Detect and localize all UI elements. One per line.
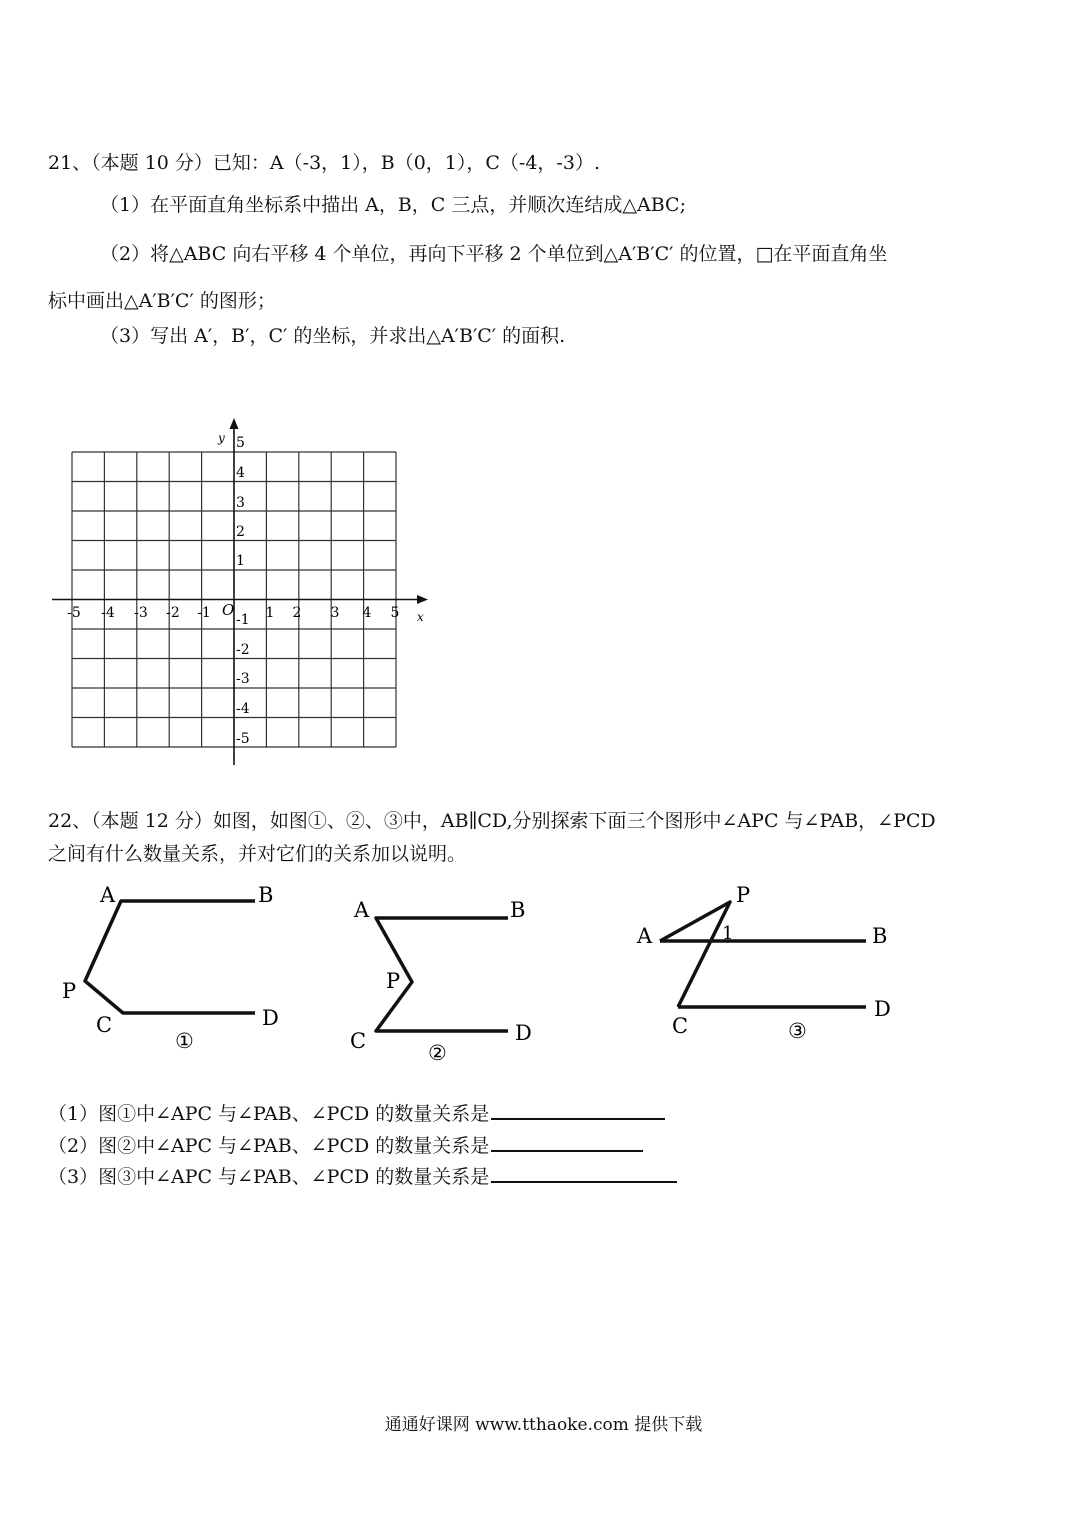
x-axis-label: x — [417, 610, 424, 624]
fig1-label-A: A — [100, 883, 116, 907]
figure-3 — [630, 880, 900, 1050]
answer-3-blank[interactable] — [491, 1180, 677, 1183]
fig3-label-C: C — [672, 1014, 689, 1038]
fig2-label-C: C — [350, 1029, 367, 1053]
q21-part2-line1: （2）将△ABC 向右平移 4 个单位，再向下平移 2 个单位到△A′B′C′ 的位置，□在平面直角坐 — [100, 243, 888, 265]
y-tick-label: -1 — [236, 612, 250, 628]
x-tick-label: -4 — [101, 605, 115, 621]
y-tick-label: 5 — [236, 435, 245, 451]
x-tick-label: -5 — [67, 605, 81, 621]
y-tick-label: 3 — [236, 495, 245, 511]
q22-answer-1-text: （1）图①中∠APC 与∠PAB、∠PCD 的数量关系是 — [48, 1103, 490, 1125]
x-tick-label: 2 — [292, 605, 302, 621]
fig3-label-D: D — [874, 997, 891, 1021]
fig1-caption: ① — [175, 1029, 194, 1053]
x-tick-label: 4 — [362, 605, 372, 621]
coordinate-grid — [40, 410, 440, 770]
y-tick-label: 1 — [236, 553, 245, 569]
fig3-label-P: P — [736, 883, 751, 907]
page-footer: 通通好课网 www.tthaoke.com 提供下载 — [384, 1415, 703, 1435]
fig2-label-P: P — [386, 969, 401, 993]
fig3-label-A: A — [637, 924, 653, 948]
fig3-label-B: B — [872, 924, 888, 948]
q22-answer-3 — [48, 1166, 677, 1189]
fig2-label-A: A — [354, 898, 370, 922]
fig1-label-C: C — [96, 1013, 113, 1037]
x-tick-label: -2 — [166, 605, 180, 621]
figure-1 — [55, 875, 295, 1060]
fig3-angle-1: 1 — [722, 923, 734, 944]
y-tick-label: 4 — [236, 465, 245, 481]
x-tick-label: 3 — [330, 605, 340, 621]
q22-answer-3-text: （3）图③中∠APC 与∠PAB、∠PCD 的数量关系是 — [48, 1166, 490, 1188]
q22-answer-2 — [48, 1135, 643, 1158]
fig2-caption: ② — [428, 1041, 447, 1065]
y-tick-label: -4 — [236, 701, 250, 717]
fig3-caption: ③ — [788, 1019, 807, 1043]
y-tick-label: 2 — [236, 524, 245, 540]
q21-part1: （1）在平面直角坐标系中描出 A，B，C 三点，并顺次连结成△ABC; — [100, 194, 686, 216]
x-tick-label: 1 — [265, 605, 275, 621]
figure-2 — [340, 890, 550, 1070]
q22-header-line2: 之间有什么数量关系，并对它们的关系加以说明。 — [48, 843, 467, 865]
x-tick-label: -3 — [134, 605, 148, 621]
y-tick-label: -5 — [236, 731, 250, 747]
q22-header-line1: 22、（本题 12 分）如图，如图①、②、③中，AB∥CD,分别探索下面三个图形中∠APC 与∠PAB，∠PCD — [48, 810, 936, 832]
fig1-label-P: P — [62, 979, 77, 1003]
q21-part3: （3）写出 A′，B′，C′ 的坐标，并求出△A′B′C′ 的面积. — [100, 325, 566, 347]
answer-2-blank[interactable] — [491, 1149, 643, 1152]
y-tick-label: -3 — [236, 671, 250, 687]
y-tick-label: -2 — [236, 642, 250, 658]
q21-header: 21、（本题 10 分）已知：A（-3，1），B（0，1），C（-4，-3）. — [48, 152, 600, 174]
q22-answer-2-text: （2）图②中∠APC 与∠PAB、∠PCD 的数量关系是 — [48, 1135, 490, 1157]
q21-part2-line2: 标中画出△A′B′C′ 的图形； — [48, 290, 276, 312]
fig2-label-B: B — [510, 898, 526, 922]
y-axis-arrow — [230, 418, 239, 429]
answer-1-blank[interactable] — [491, 1117, 665, 1120]
x-tick-label: 5 — [390, 605, 400, 621]
y-axis-label: y — [218, 431, 225, 445]
x-axis-arrow — [417, 595, 428, 604]
q22-answer-1 — [48, 1103, 665, 1126]
fig1-label-B: B — [258, 883, 274, 907]
origin-label: O — [222, 601, 235, 619]
fig1-label-D: D — [262, 1006, 279, 1030]
fig2-label-D: D — [515, 1021, 532, 1045]
x-tick-label: -1 — [197, 605, 211, 621]
